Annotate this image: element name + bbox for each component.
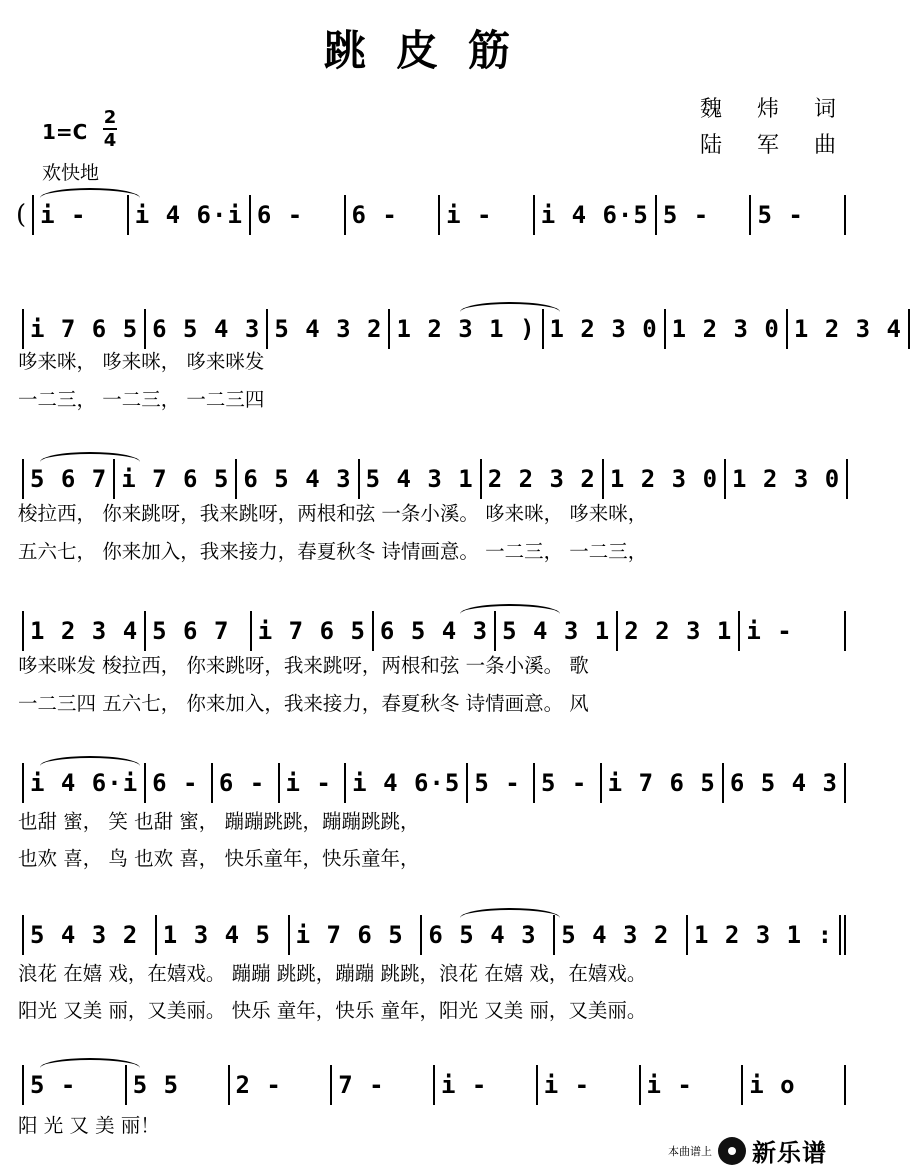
lyric-line: 梭拉西， 你来跳呀，我来跳呀，两根和弦 一条小溪。 哆来咪， 哆来咪，	[18, 502, 648, 525]
measure: 1 2 3 0	[609, 465, 719, 493]
barline	[542, 309, 544, 349]
barline	[155, 915, 157, 955]
barline	[724, 459, 726, 499]
time-signature	[103, 108, 117, 150]
lyric-line: 阳 光 又 美 丽！	[18, 1114, 160, 1137]
barline	[844, 195, 846, 235]
barline	[22, 611, 24, 651]
measure: 2 2 3 2	[487, 465, 596, 493]
barline	[420, 915, 422, 955]
barline	[533, 763, 535, 803]
measure: i -	[40, 201, 87, 229]
watermark-brand: 新乐谱	[752, 1139, 827, 1167]
measure: i 4 6·5	[352, 769, 461, 797]
barline	[22, 309, 24, 349]
measure: 5 4 3 1	[365, 465, 474, 493]
tie-slur	[40, 452, 140, 462]
notation-row	[16, 912, 852, 958]
measure: 6 5 4 3	[428, 921, 537, 949]
measure: 1 2 3 0	[732, 465, 841, 493]
measure: 5 -	[757, 201, 804, 229]
tie-slur	[40, 756, 140, 766]
barline	[480, 459, 482, 499]
measure: i 7 6 5	[121, 465, 230, 493]
measure: 6 5 4 3	[243, 465, 352, 493]
barline	[288, 915, 290, 955]
barline	[228, 1065, 230, 1105]
barline	[358, 459, 360, 499]
barline	[494, 611, 496, 651]
barline	[844, 1065, 846, 1105]
lyric-line: 也甜 蜜， 笑 也甜 蜜， 蹦蹦跳跳，蹦蹦跳跳，	[18, 810, 420, 833]
barline	[22, 763, 24, 803]
notation-row	[16, 192, 852, 238]
notation-row	[16, 456, 852, 502]
measure: i 4 6·5	[540, 201, 649, 229]
barline	[686, 915, 688, 955]
barline	[466, 763, 468, 803]
measure: i 4 6·i	[30, 769, 139, 797]
barline	[433, 1065, 435, 1105]
barline	[32, 195, 34, 235]
barline	[211, 763, 213, 803]
barline	[438, 195, 440, 235]
barline	[235, 459, 237, 499]
barline	[22, 459, 24, 499]
measure: 2 2 3 1	[624, 617, 733, 645]
time-signature-bottom: 4	[103, 130, 117, 151]
measure: 5 -	[541, 769, 588, 797]
barline	[536, 1065, 538, 1105]
tie-slur	[460, 604, 560, 614]
measure: 5 4 3 1	[502, 617, 611, 645]
barline	[372, 611, 374, 651]
barline	[844, 763, 846, 803]
measure: 6 -	[256, 201, 304, 229]
watermark-caption: 本曲谱上	[668, 1144, 712, 1158]
measure: i 7 6 5	[607, 769, 716, 797]
barline	[616, 611, 618, 651]
barline	[113, 459, 115, 499]
barline	[249, 195, 251, 235]
barline	[330, 1065, 332, 1105]
score-system-3	[0, 456, 864, 502]
measure: 5 6 7	[152, 617, 230, 645]
lyricist-credit: 魏 炜 词	[700, 97, 850, 122]
measure: i 7 6 5	[30, 315, 139, 343]
notation-row	[16, 1062, 852, 1108]
measure: 5 -	[30, 1071, 77, 1099]
barline	[344, 195, 346, 235]
barline	[844, 611, 846, 651]
measure: 1 2 3 1 )	[396, 315, 536, 343]
barline	[553, 915, 555, 955]
measure: i -	[285, 769, 332, 797]
score-system-4	[0, 608, 864, 654]
measure: 5 -	[474, 769, 521, 797]
barline	[639, 1065, 641, 1105]
composer-credit: 陆 军 曲	[700, 133, 850, 158]
barline	[786, 309, 788, 349]
barline	[127, 195, 129, 235]
notation-row	[16, 608, 852, 654]
tie-slur	[460, 908, 560, 918]
barline	[22, 915, 24, 955]
measure: 6 -	[218, 769, 266, 797]
measure: 2 -	[235, 1071, 282, 1099]
lyric-line: 阳光 又美 丽，又美丽。 快乐 童年，快乐 童年，阳光 又美 丽，又美丽。	[18, 999, 647, 1022]
measure: 7 -	[338, 1071, 385, 1099]
measure: 1 2 3 4	[30, 617, 139, 645]
lyric-line: 五六七， 你来加入，我来接力，春夏秋冬 诗情画意。 一二三， 一二三，	[18, 540, 648, 563]
notation-row	[16, 760, 852, 806]
tempo-marking: 欢快地	[42, 162, 100, 184]
barline	[144, 611, 146, 651]
barline	[266, 309, 268, 349]
lyric-line: 一二三， 一二三， 一二三四	[18, 388, 265, 411]
measure: 5 6 7	[30, 465, 108, 493]
measure: 1 2 3 1 :	[693, 921, 834, 949]
measure: i -	[441, 1071, 488, 1099]
measure: 1 3 4 5	[162, 921, 271, 949]
score-system-1	[0, 192, 864, 238]
lyric-line: 浪花 在嬉 戏，在嬉戏。 蹦蹦 跳跳，蹦蹦 跳跳，浪花 在嬉 戏，在嬉戏。	[18, 962, 647, 985]
measure: 6 5 4 3	[729, 769, 838, 797]
barline	[533, 195, 535, 235]
measure: i -	[746, 617, 793, 645]
score-system-6	[0, 912, 864, 958]
measure: 5 5	[132, 1071, 180, 1099]
measure: 1 2 3 0	[549, 315, 658, 343]
measure: i 7 6 5	[295, 921, 404, 949]
key-signature: 1=C	[42, 120, 88, 144]
score-system-5	[0, 760, 864, 806]
barline	[278, 763, 280, 803]
measure: 1 2 3 0	[671, 315, 780, 343]
barline	[749, 195, 751, 235]
tie-slur	[40, 188, 140, 198]
watermark	[668, 1133, 827, 1168]
tie-slur	[40, 1058, 140, 1068]
measure: 6 -	[152, 769, 199, 797]
barline	[738, 611, 740, 651]
lyric-line: 也欢 喜， 鸟 也欢 喜， 快乐童年，快乐童年，	[18, 847, 420, 870]
measure: 6 -	[351, 201, 398, 229]
tie-slur	[460, 302, 560, 312]
measure: i -	[446, 201, 493, 229]
barline	[664, 309, 666, 349]
barline	[600, 763, 602, 803]
barline	[144, 309, 146, 349]
measure: i 7 6 5	[257, 617, 366, 645]
barline	[344, 763, 346, 803]
barline	[602, 459, 604, 499]
repeat-end-barline	[839, 915, 841, 955]
measure: i -	[646, 1071, 693, 1099]
barline	[655, 195, 657, 235]
score-system-7	[0, 1062, 864, 1108]
measure: 6 5 4 3	[152, 315, 261, 343]
barline	[722, 763, 724, 803]
record-disc-icon	[718, 1137, 746, 1165]
barline	[846, 459, 848, 499]
measure: i -	[543, 1071, 591, 1099]
barline	[125, 1065, 127, 1105]
barline	[250, 611, 252, 651]
measure: 5 4 3 2	[561, 921, 670, 949]
measure: 1 2 3 4	[793, 315, 902, 343]
barline	[144, 763, 146, 803]
page-title: 跳皮筋	[323, 26, 540, 75]
measure: 5 4 3 2	[30, 921, 139, 949]
measure: 5 4 3 2	[274, 315, 383, 343]
barline	[22, 1065, 24, 1105]
time-signature-top: 2	[103, 107, 117, 128]
measure: 6 5 4 3	[379, 617, 489, 645]
lyric-line: 哆来咪， 哆来咪， 哆来咪发	[18, 350, 265, 373]
measure: i 4 6·i	[134, 201, 243, 229]
lyric-line: 一二三四 五六七， 你来加入，我来接力，春夏秋冬 诗情画意。 风	[18, 692, 589, 715]
barline	[388, 309, 390, 349]
measure: 5 -	[662, 201, 710, 229]
measure: i o	[749, 1071, 796, 1099]
lyric-line: 哆来咪发 梭拉西， 你来跳呀，我来跳呀，两根和弦 一条小溪。 歌	[18, 654, 589, 677]
barline	[741, 1065, 743, 1105]
repeat-intro-paren: (	[16, 200, 27, 230]
